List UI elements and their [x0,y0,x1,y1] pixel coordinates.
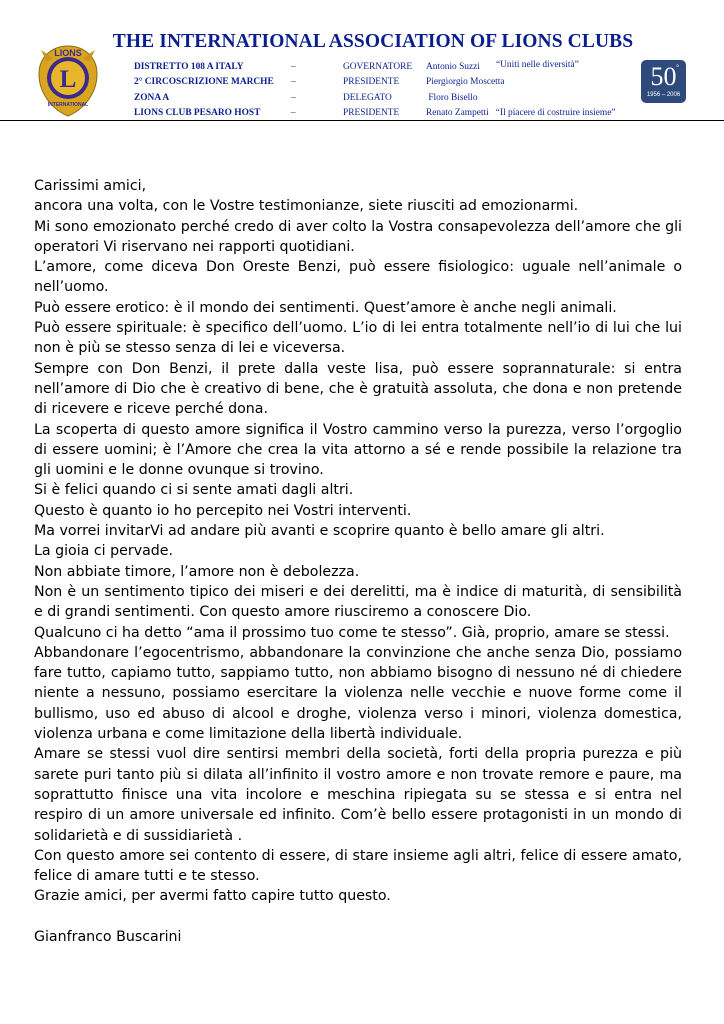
name-delegato [426,91,616,106]
circoscrizione-line: 2° CIRCOSCRIZIONE MARCHE [134,77,274,88]
fiftieth-anniversary-badge [641,60,686,103]
letter-paragraph: Amare se stessi vuol dire sentirsi membri della società, forti della propria purezza e più sarete puri tanto più si dilata all’infinito il vostro amore e non trovate remore e paure, ma soprattutto finisce una vita incolore e meschina ripiegata su se stessa e si entra nel respiro di un amore universale ed infinito. Com’è bello essere protagonisti in un mondo di solidarietà e di sussidiarietà . [34,746,682,844]
organization-title: THE INTERNATIONAL ASSOCIATION OF LIONS CLUBS [112,31,634,52]
letter-paragraph: Mi sono emozionato perché credo di aver colto la Vostra consapevolezza dell’amore che gli operatori Vi riservano nei rapporti quotidiani. [34,218,682,255]
name-presidente-circoscrizione: Piergiorgio Moscetta [426,77,505,88]
dash: – [291,77,296,88]
header-divider [0,120,724,121]
governor-name: Antonio Suzzi [426,62,480,72]
letter-paragraph: L’amore, come diceva Don Oreste Benzi, può essere fisiologico: uguale nell’animale o nell’uomo. [34,259,682,296]
letter-paragraph: La gioia ci pervade. [34,543,174,560]
dash: – [291,62,296,72]
anniversary-degree: ° [676,63,680,72]
svg-text:INTERNATIONAL: INTERNATIONAL [47,102,89,108]
letter-paragraph: ancora una volta, con le Vostre testimonianze, siete riusciti ad emozionarmi. [34,198,579,215]
district-line: DISTRETTO 108 A ITALY [134,62,244,72]
letter-paragraph: Si è felici quando ci si sente amati dagli altri. [34,482,354,499]
lions-club-logo-icon [33,40,103,118]
letter-paragraph: Non è un sentimento tipico dei miseri e dei derelitti, ma è indice di maturità, di sensibilità e di grandi sentimenti. Con questo amore riusciremo a conoscere Dio. [34,583,682,621]
letter-body [34,176,682,947]
svg-text:L: L [59,66,77,93]
letter-paragraph: Grazie amici, per avermi fatto capire tutto questo. [34,888,391,905]
delegate-name: Floro Bisello [428,92,478,103]
separator-dashes [291,60,296,122]
letter-paragraph: Può essere erotico: è il mondo dei sentimenti. Quest’amore è anche negli animali. [34,299,617,316]
dash: – [291,108,296,119]
letter-paragraph: Questo è quanto io ho percepito nei Vostri interventi. [34,502,412,519]
officer-roles [343,60,412,122]
club-president-name: Renato Zampetti [426,108,489,119]
letter-paragraph: Ma vorrei invitarVi ad andare più avanti e scoprire quanto è bello amare gli altri. [34,523,605,540]
anniversary-years: 1956 – 2006 [646,92,681,98]
role-delegato: DELEGATO [343,92,392,103]
svg-text:LIONS: LIONS [54,48,82,58]
zona-line: ZONA A [134,92,170,103]
governor-motto: “Uniti nelle diversità” [496,60,579,70]
letter-paragraph: Può essere spirituale: è specifico dell’uomo. L’io di lei entra totalmente nell’io di lui che lui non è più se stesso senza di lei e viceversa. [34,320,682,357]
letter-paragraph: Sempre con Don Benzi, il prete dalla veste lisa, può essere soprannaturale: si entra nell’amore di Dio che è creativo di bene, che è gratuità assoluta, che dona e non pretende di ricevere e riceve perché dona. [34,360,682,418]
role-presidente-club: PRESIDENTE [343,108,400,119]
club-name-line: LIONS CLUB PESARO HOST [134,108,261,119]
letter-paragraph: Qualcuno ci ha detto “ama il prossimo tuo come te stesso”. Già, proprio, amare se stessi. [34,624,670,641]
letter-paragraph: Abbandonare l’egocentrismo, abbandonare la convinzione che anche senza Dio, possiamo fare tutto, capiamo tutto, sappiamo tutto, non abbiamo bisogno di nessuno né di chiedere niente a nessuno, possiamo esercitare la violenza nelle vecchie e nuove forme come il bullismo, uso ed abuso di alcool e droghe, violenza verso i minori, violenza domestica, violenza urbana e come limitazione della libertà individuale. [34,644,682,743]
letterhead [0,0,724,122]
club-motto: “Il piacere di costruire insieme” [495,108,616,119]
role-governatore: GOVERNATORE [343,62,413,72]
club-details [134,60,274,122]
letter-paragraph: Non abbiate timore, l’amore non è debolezza. [34,563,360,580]
signature: Gianfranco Buscarini [34,928,182,945]
role-presidente-circoscrizione: PRESIDENTE [343,77,400,88]
dash: – [291,92,296,103]
letter-paragraph: La scoperta di questo amore significa il Vostro cammino verso la purezza, verso l’orgoglio di essere uomini; è l’Amore che crea la vita attorno a sé e rende possibile la relazione tra gli uomini e le donne ovunque si trovino. [34,421,682,479]
letter-paragraph: Con questo amore sei contento di essere, di stare insieme agli altri, felice di essere amato, felice di amare tutti e te stesso. [34,847,682,885]
anniversary-number: 50 [650,62,677,91]
letter-paragraph: Carissimi amici, [34,178,147,194]
